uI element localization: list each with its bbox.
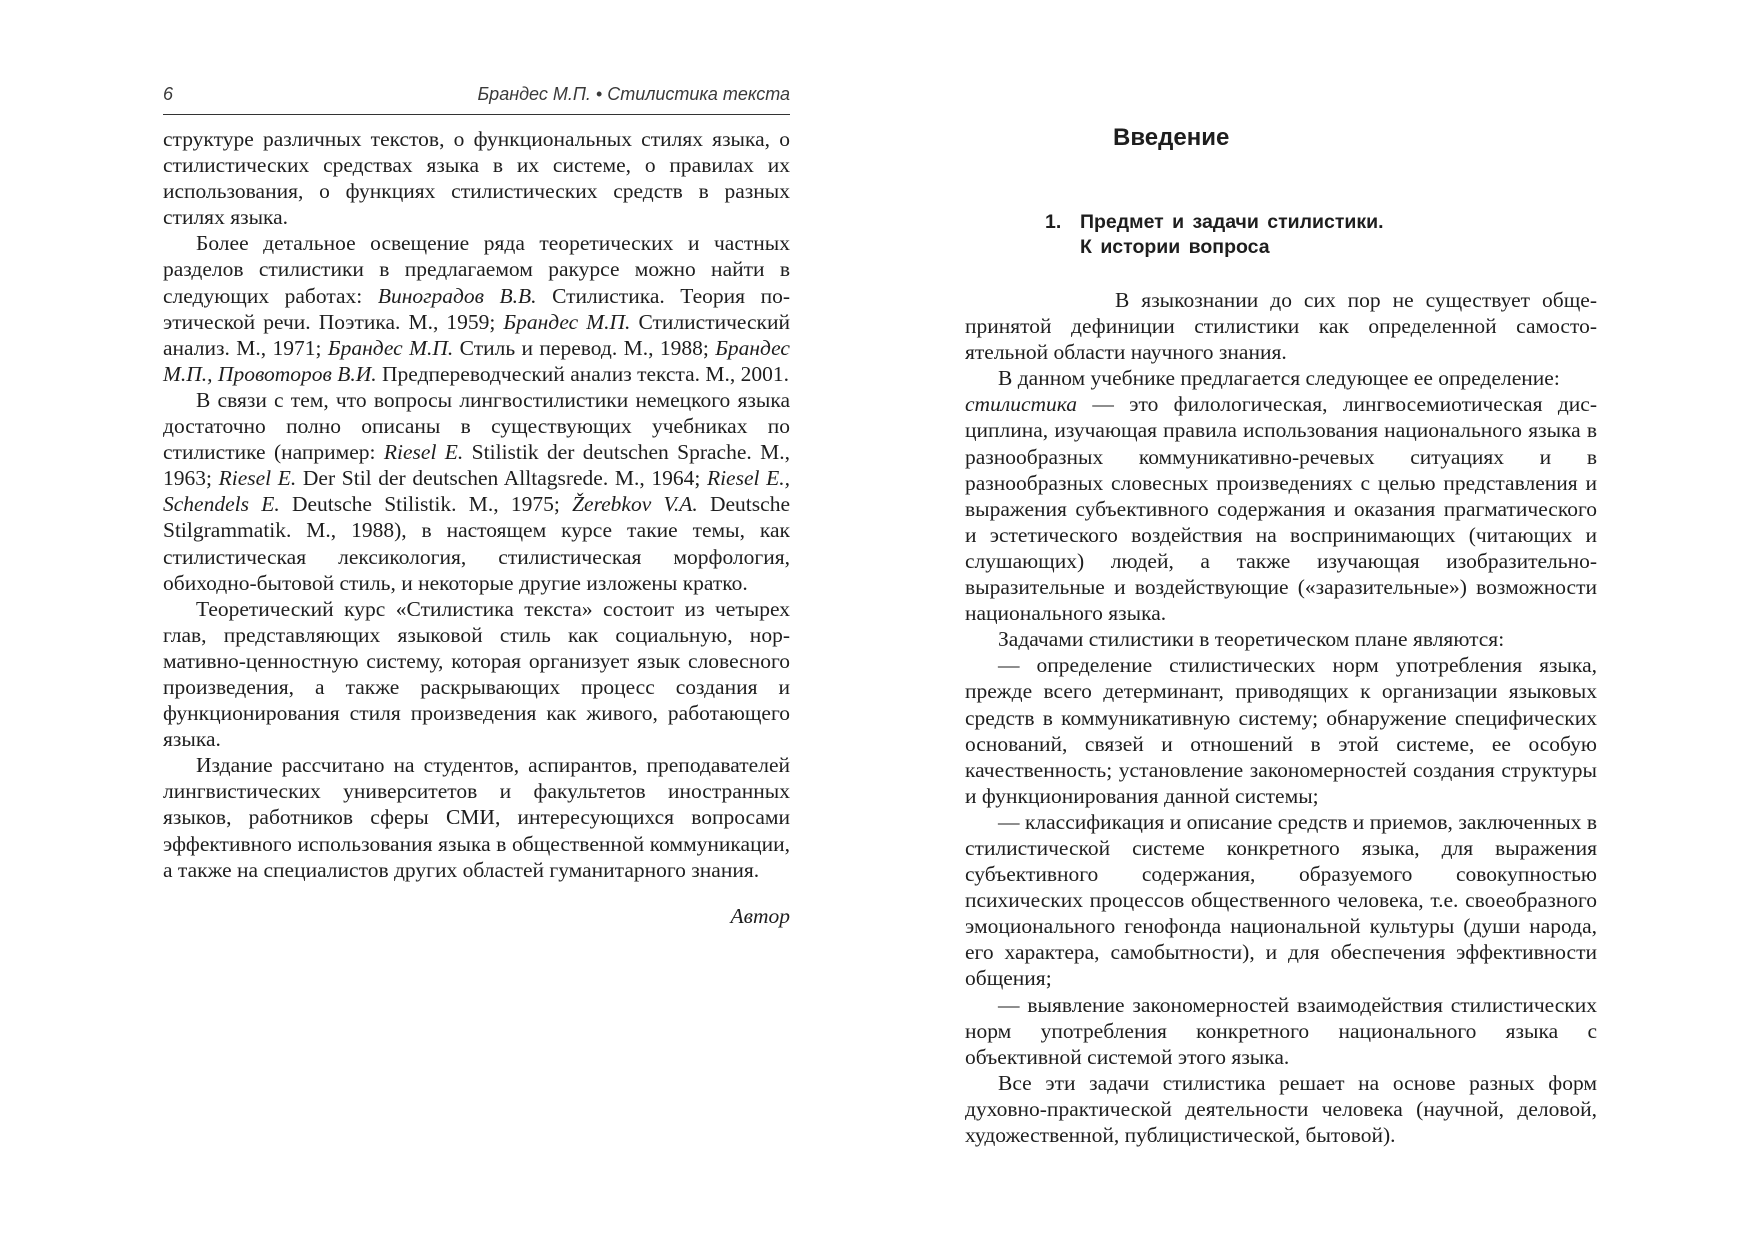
section-title-line: К истории вопроса [1080,236,1270,258]
section-number: 1. [1045,211,1062,233]
paragraph: Теоретический курс «Стилистика текста» состоит из четырех глав, представляющих языковой стиль как социальную, нормативно-ценностную систему, которая организует язык словесного произведения, а также раскрывающих процесс создания и функционирования стиля произведения как живого, работающего языка. [163,596,790,752]
defined-term: стилистика [965,392,1078,417]
section-heading [1045,210,1384,260]
citation-author: Брандес М.П., Провоторов В.И. [163,335,790,386]
paragraph: — классификация и описание средств и приемов, заключенных в стилистической системе конкретного языка, для выражения субъективного содержания, образуемого совокупностью психических процессов общественного человека, т.е. своеобразного эмоционального генофонда национальной культуры (души народа, его характера, самобытности), и для обеспечения эффективности общения; [965,809,1597,991]
citation-author: Брандес М.П. [503,309,631,334]
right-body-text [965,287,1597,1148]
paragraph: В связи с тем, что вопросы лингвостилистики немецкого языка достаточно полно описаны в существующих учебниках по стилистике (например: Riesel E. Stilistik der deutschen Sprache. M., 1963; Riesel E. Der Stil der deutschen Alltagsrede. M., 1964; Riesel E., Schendels E. Deutsche Stilistik. M., 1975; Žerebkov V.A. Deutsche Stilgrammatik. M., 1988), в настоящем курсе такие темы, как стилистическая лексикология, стилистическая морфология, обиходно-бытовой стиль, и некоторые другие изложены кратко. [163,387,791,595]
chapter-title: Введение [1113,124,1230,151]
citation-author: Брандес М.П. [327,335,454,360]
paragraph: Более детальное освещение ряда теоретических и частных разделов стилистики в предлагаемом ракурсе можно найти в следующих работах: Виноградов В.В. Стилистика. Теория поэтической речи. Поэтика. М., 1959; Брандес М.П. Стилистический анализ. М., 1971; Брандес М.П. Стиль и перевод. М., 1988; Брандес М.П., Провоторов В.И. Предпереводческий анализ текста. М., 2001. [163,231,791,386]
page-number: 6 [163,84,174,104]
paragraph: В данном учебнике предлагается следующее ее определение: [998,366,1560,391]
citation-author: Riesel E. [218,466,297,491]
citation-author: Žerebkov V.A. [572,492,698,517]
running-header [163,80,790,115]
paragraph: Издание рассчитано на студентов, аспирантов, преподавателей лингвистических университетов и факультетов иностранных языков, работников сферы СМИ, интересующихся вопросами эффективного использования языка в общественной коммуникации, а также на специалистов других областей гуманитарного знания. [163,753,790,882]
paragraph: В языкознании до сих пор не существует общепринятой дефиниции стилистики как определенной самостоятельной области научного знания. [965,288,1597,365]
citation-author: Виноградов В.В. [377,283,537,308]
paragraph: — определение стилистических норм употребления языка, прежде всего детерминант, приводящих к организации языковых средств в коммуникативную систему; обнаружение специфических оснований, связей и отношений в этой системе, ее особую качественность; установление закономерностей создания структуры и функционирования данной системы; [965,653,1597,808]
paragraph: Задачами стилистики в теоретическом плане являются: [998,627,1505,652]
paragraph: стилистика — это филологическая, лингвосемиотическая дисциплина, изучающая правила использования национального языка в разнообразных коммуникативно-речевых ситуациях и в разнообразных словесных произведениях с целью представления и выражения субъективного содержания и оказания прагматического и эстетического воздействия на воспринимающих (читающих и слушающих) людей, а также изучающая изобразительно-выразительные и воздействующие («заразительные») возможности национального языка. [965,392,1597,626]
paragraph: Все эти задачи стилистика решает на основе разных форм духовно-практической деятельности человека (научной, деловой, художественной, публицистической, бытовой). [965,1070,1597,1147]
citation-author: Riesel E., Schendels E. [163,466,790,517]
section-title-line: Предмет и задачи стилистики. [1080,211,1384,233]
author-signature: Автор [730,903,790,928]
left-body-text [163,126,790,929]
paragraph: структуре различных текстов, о функциональных стилях языка, о стилистических средствах языка в их системе, о правилах их использования, о функциях стилистических средств в разных стилях языка. [163,127,790,230]
citation-author: Riesel E. [383,440,464,465]
running-title: Брандес М.П. • Стилистика текста [477,84,790,104]
paragraph: — выявление закономерностей взаимодействия стилистических норм употребления конкретного национального языка с объективной системой этого языка. [965,992,1597,1069]
